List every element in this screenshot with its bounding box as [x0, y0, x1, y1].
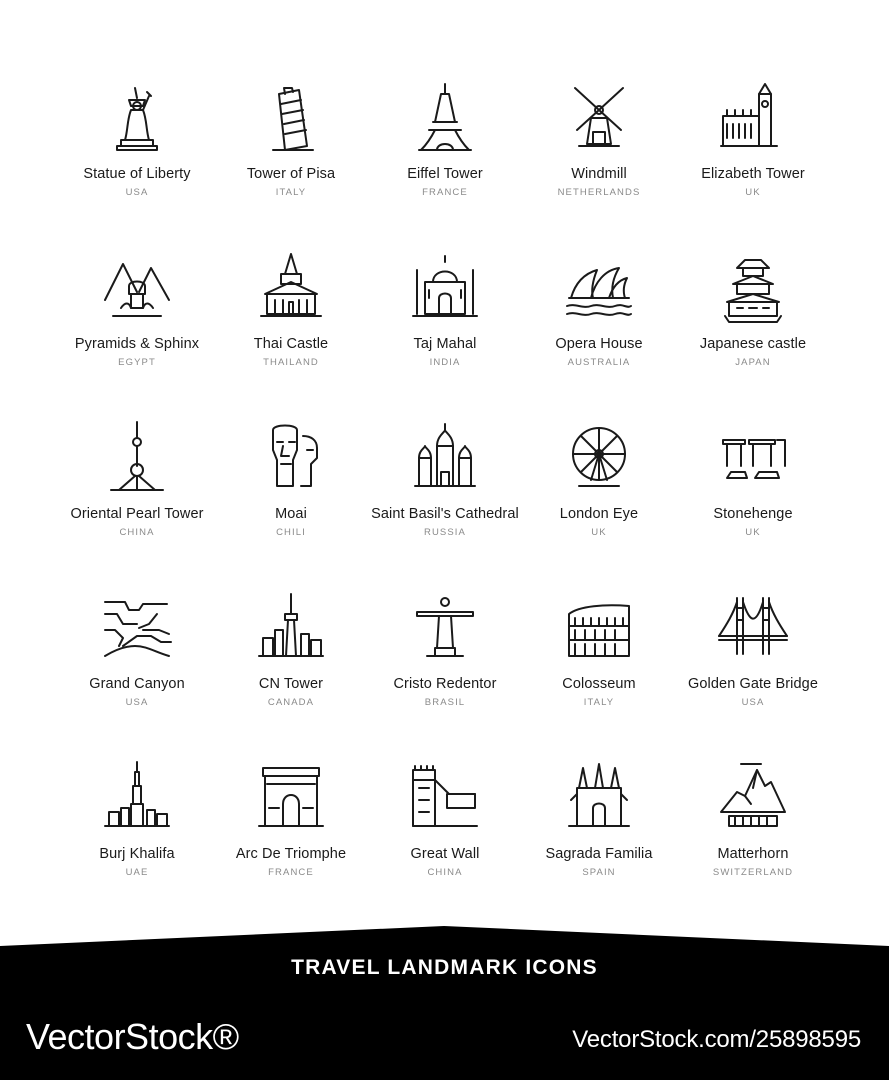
- london-eye-icon: [561, 420, 637, 496]
- landmark-country: INDIA: [429, 357, 461, 368]
- stonehenge-icon: [715, 420, 791, 496]
- thai-castle-icon: [253, 250, 329, 326]
- great-wall-icon: [407, 760, 483, 836]
- landmark-card: [60, 412, 214, 582]
- landmark-card: [214, 242, 368, 412]
- cn-tower-icon: [253, 590, 329, 666]
- landmark-name: Golden Gate Bridge: [688, 676, 818, 692]
- oriental-pearl-tower-icon: [99, 420, 175, 496]
- landmark-name: Cristo Redentor: [393, 676, 497, 692]
- landmark-country: CHINA: [427, 867, 463, 878]
- landmark-country: CHILI: [276, 527, 306, 538]
- landmark-card: [676, 242, 830, 412]
- landmark-country: EGYPT: [118, 357, 156, 368]
- elizabeth-tower-icon: [715, 80, 791, 156]
- sagrada-familia-icon: [561, 760, 637, 836]
- landmark-icon-grid: [60, 72, 830, 922]
- landmark-country: UK: [745, 527, 761, 538]
- landmark-country: SPAIN: [582, 867, 616, 878]
- landmark-name: Thai Castle: [253, 336, 329, 352]
- landmark-card: [60, 752, 214, 922]
- landmark-country: JAPAN: [735, 357, 771, 368]
- landmark-name: Burj Khalifa: [99, 846, 175, 862]
- cristo-redentor-icon: [407, 590, 483, 666]
- vectorstock-id: VectorStock.com/25898595: [572, 1026, 861, 1053]
- arc-de-triomphe-icon: [253, 760, 329, 836]
- grand-canyon-icon: [99, 590, 175, 666]
- tower-of-pisa-icon: [253, 80, 329, 156]
- saint-basils-cathedral-icon: [407, 420, 483, 496]
- landmark-country: ITALY: [583, 697, 615, 708]
- landmark-card: [522, 582, 676, 752]
- landmark-card: [368, 72, 522, 242]
- golden-gate-bridge-icon: [715, 590, 791, 666]
- landmark-country: USA: [125, 187, 149, 198]
- taj-mahal-icon: [407, 250, 483, 326]
- landmark-country: SWITZERLAND: [712, 867, 794, 878]
- landmark-name: Pyramids & Sphinx: [74, 336, 200, 352]
- landmark-card: [60, 242, 214, 412]
- landmark-name: Saint Basil's Cathedral: [371, 506, 519, 522]
- landmark-name: Arc De Triomphe: [235, 846, 347, 862]
- landmark-name: Stonehenge: [713, 506, 793, 522]
- landmark-name: Sagrada Familia: [545, 846, 653, 862]
- japanese-castle-icon: [715, 250, 791, 326]
- landmark-country: FRANCE: [268, 867, 314, 878]
- landmark-name: Statue of Liberty: [83, 166, 191, 182]
- landmark-country: RUSSIA: [424, 527, 466, 538]
- landmark-name: Taj Mahal: [413, 336, 477, 352]
- landmark-country: USA: [741, 697, 765, 708]
- landmark-name: Grand Canyon: [89, 676, 185, 692]
- landmark-name: Windmill: [571, 166, 627, 182]
- landmark-card: [60, 72, 214, 242]
- colosseum-icon: [561, 590, 637, 666]
- landmark-country: UK: [745, 187, 761, 198]
- landmark-country: AUSTRALIA: [567, 357, 631, 368]
- landmark-card: [522, 412, 676, 582]
- landmark-name: Oriental Pearl Tower: [70, 506, 204, 522]
- landmark-card: [214, 582, 368, 752]
- landmark-card: [60, 582, 214, 752]
- landmark-country: NETHERLANDS: [557, 187, 641, 198]
- matterhorn-icon: [715, 760, 791, 836]
- landmark-country: FRANCE: [422, 187, 468, 198]
- statue-of-liberty-icon: [99, 80, 175, 156]
- landmark-country: UAE: [125, 867, 149, 878]
- landmark-name: Moai: [275, 506, 307, 522]
- landmark-card: [368, 582, 522, 752]
- landmark-country: CHINA: [119, 527, 155, 538]
- landmark-country: USA: [125, 697, 149, 708]
- landmark-card: [368, 412, 522, 582]
- landmark-name: Matterhorn: [717, 846, 789, 862]
- landmark-name: Colosseum: [562, 676, 636, 692]
- landmark-name: Elizabeth Tower: [701, 166, 805, 182]
- landmark-card: [676, 752, 830, 922]
- landmark-country: BRASIL: [424, 697, 466, 708]
- landmark-name: Great Wall: [410, 846, 480, 862]
- landmark-name: CN Tower: [258, 676, 324, 692]
- landmark-card: [676, 72, 830, 242]
- landmark-card: [214, 412, 368, 582]
- landmark-name: Opera House: [555, 336, 643, 352]
- landmark-country: CANADA: [267, 697, 315, 708]
- landmark-card: [522, 72, 676, 242]
- vectorstock-logo: VectorStock®: [26, 1016, 239, 1057]
- windmill-icon: [561, 80, 637, 156]
- pyramids-sphinx-icon: [99, 250, 175, 326]
- eiffel-tower-icon: [407, 80, 483, 156]
- burj-khalifa-icon: [99, 760, 175, 836]
- landmark-country: UK: [591, 527, 607, 538]
- landmark-name: Japanese castle: [699, 336, 807, 352]
- landmark-card: [214, 72, 368, 242]
- moai-icon: [253, 420, 329, 496]
- landmark-name: Eiffel Tower: [407, 166, 483, 182]
- landmark-name: Tower of Pisa: [246, 166, 336, 182]
- landmark-card: [676, 582, 830, 752]
- landmark-country: ITALY: [275, 187, 307, 198]
- landmark-card: [214, 752, 368, 922]
- opera-house-icon: [561, 250, 637, 326]
- footer-title: TRAVEL LANDMARK ICONS: [291, 956, 598, 979]
- landmark-name: London Eye: [559, 506, 639, 522]
- landmark-card: [368, 752, 522, 922]
- landmark-card: [368, 242, 522, 412]
- landmark-country: THAILAND: [263, 357, 319, 368]
- landmark-card: [676, 412, 830, 582]
- landmark-card: [522, 242, 676, 412]
- landmark-card: [522, 752, 676, 922]
